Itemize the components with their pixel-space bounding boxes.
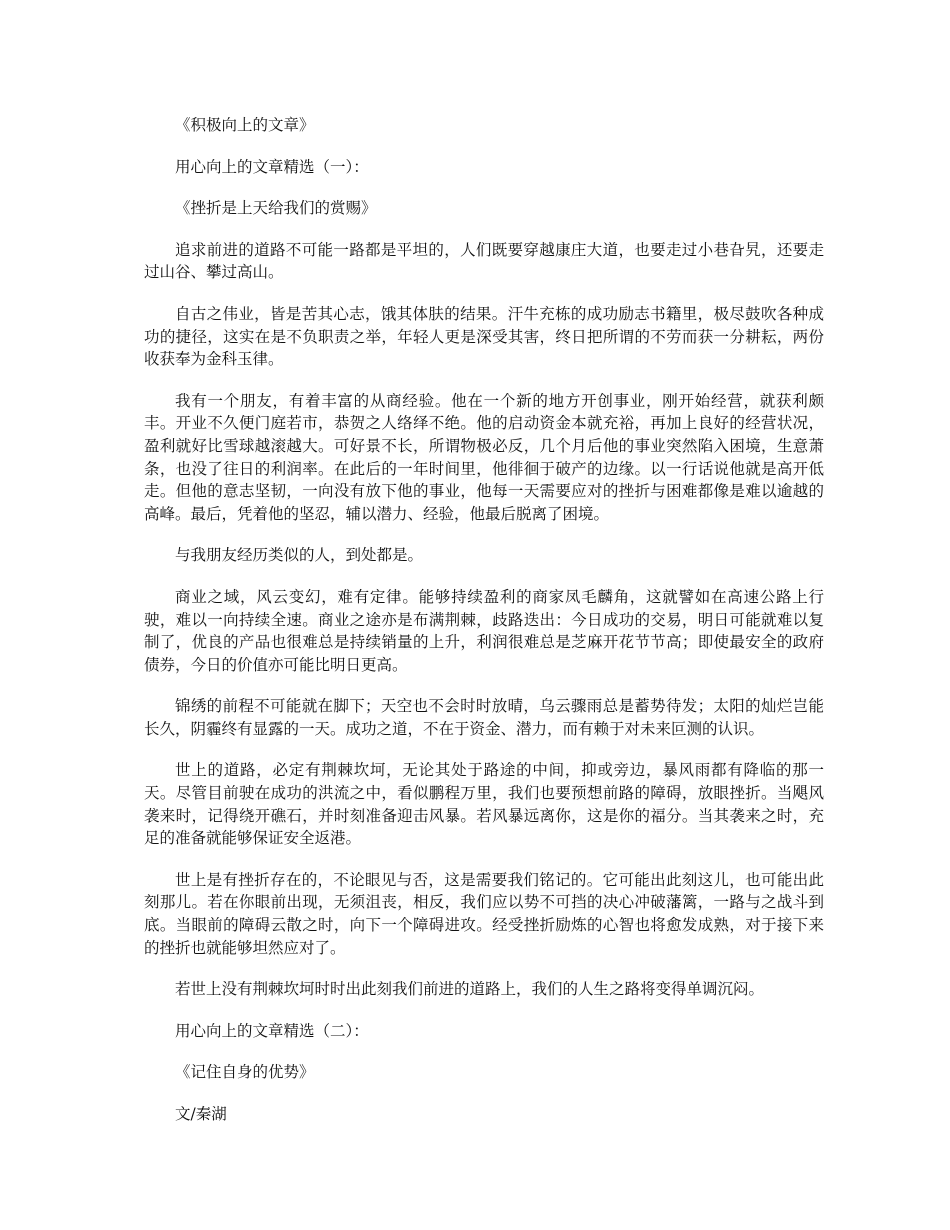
paragraph: 追求前进的道路不可能一路都是平坦的，人们既要穿越康庄大道，也要走过小巷旮旯，还要走过山谷、攀过高山。	[144, 240, 824, 282]
paragraph: 世上是有挫折存在的，不论眼见与否，这是需要我们铭记的。它可能出此刻这儿，也可能出此刻那儿。若在你眼前出现，无须沮丧，相反，我们应以势不可挡的决心冲破藩篱，一路与之战斗到底。当眼前的障碍云散之时，向下一个障碍进攻。经受挫折励炼的心智也将愈发成熟，对于接下来的挫折也就能够坦然应对了。	[144, 870, 824, 957]
section-one-heading: 用心向上的文章精选（一）：	[175, 157, 369, 176]
section-two-heading: 用心向上的文章精选（二）：	[175, 1021, 369, 1040]
paragraph: 我有一个朋友，有着丰富的从商经验。他在一个新的地方开创事业，刚开始经营，就获利颇丰。开业不久便门庭若市，恭贺之人络绎不绝。他的启动资金本就充裕，再加上良好的经营状况，盈利就好比雪球越滚越大。可好景不长，所谓物极必反，几个月后他的事业突然陷入困境，生意萧条，也没了往日的利润率。在此后的一年时间里，他徘徊于破产的边缘。以一行话说他就是高开低走。但他的意志坚韧，一向没有放下他的事业，他每一天需要应对的挫折与困难都像是难以逾越的高峰。最后，凭着他的坚忍，辅以潜力、经验，他最后脱离了困境。	[144, 391, 824, 523]
paragraph: 锦绣的前程不可能就在脚下；天空也不会时时放晴，乌云骤雨总是蓄势待发；太阳的灿烂岂能长久，阴霾终有显露的一天。成功之道，不在于资金、潜力，而有赖于对未来叵测的认识。	[144, 697, 824, 738]
paragraph: 商业之域，风云变幻，难有定律。能够持续盈利的商家凤毛麟角，这就譬如在高速公路上行驶，难以一向持续全速。商业之途亦是布满荆棘，歧路迭出：今日成功的交易，明日可能就难以复制了，优良的产品也很难总是持续销量的上升，利润很难总是芝麻开花节节高；即使最安全的政府债券，今日的价值亦可能比明日更高。	[144, 587, 824, 674]
section-one-article-title: 《挫折是上天给我们的赏赐》	[175, 199, 377, 218]
section-two-article-title: 《记住自身的优势》	[175, 1063, 315, 1082]
paragraph: 若世上没有荆棘坎坷时时出此刻我们前进的道路上，我们的人生之路将变得单调沉闷。	[175, 980, 765, 999]
document-title: 《积极向上的文章》	[175, 116, 315, 134]
paragraph: 世上的道路，必定有荆棘坎坷，无论其处于路途的中间，抑或旁边，暴风雨都有降临的那一天。尽管目前驶在成功的洪流之中，看似鹏程万里，我们也要预想前路的障碍，放眼挫折。当飓风袭来时，记得绕开礁石，并时刻准备迎击风暴。若风暴远离你，这是你的福分。当其袭来之时，充足的准备就能够保证安全返港。	[144, 761, 824, 848]
author-byline: 文/秦湖	[175, 1105, 227, 1123]
document-page	[144, 114, 824, 1145]
paragraph: 与我朋友经历类似的人，到处都是。	[175, 546, 424, 565]
paragraph: 自古之伟业，皆是苦其心志，饿其体肤的结果。汗牛充栋的成功励志书籍里，极尽鼓吹各种成功的捷径，这实在是不负职责之举，年轻人更是深受其害，终日把所谓的不劳而获一分耕耘，两份收获奉为金科玉律。	[144, 304, 824, 369]
